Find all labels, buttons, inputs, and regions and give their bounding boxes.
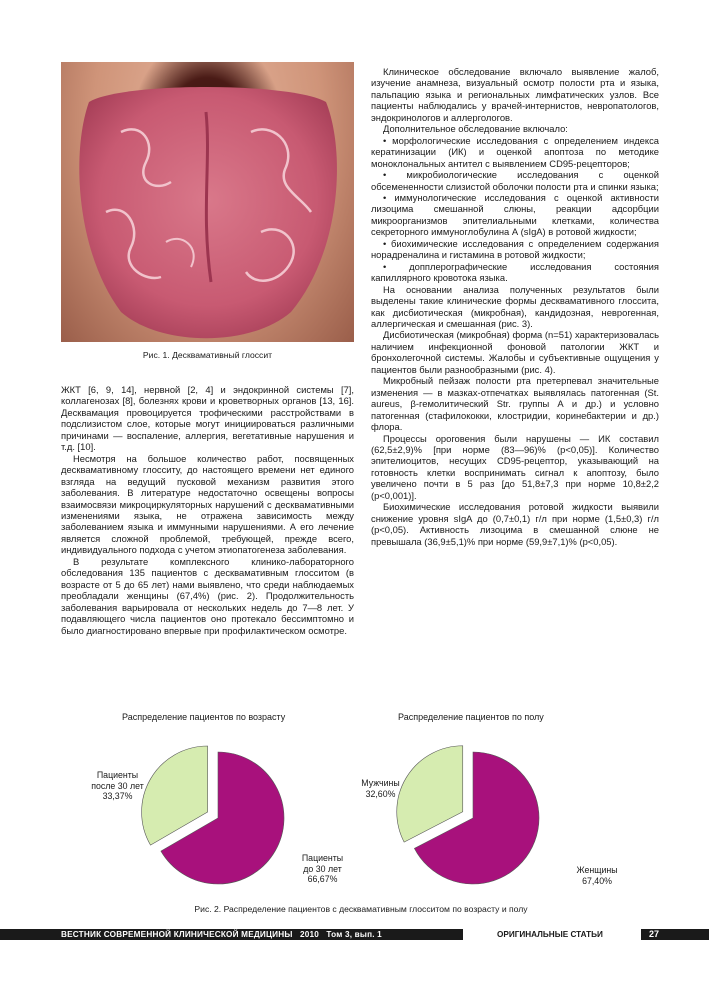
left-paragraph-2: Несмотря на большое количество работ, посвященных десквамативному глосситу, до настоящего времени нет единого взгляда на ведущий пусковой механизм развития этого заболевания. В литературе недостаточно освещены вопросы взаимосвязи микроциркуляторных нарушений с десквамативными изменениями языка, не отражена зависимость между заболеванием языка и иммунными нарушениями. А его лечение является сложной проблемой, требующей, прежде всего, индивидуального подхода с учетом этиопатогенеза заболевания. xyxy=(61,452,354,556)
right-paragraph-9: Дисбиотическая (микробная) форма (n=51) характеризовалась наличием инфекционной фоновой патологии ЖКТ и бронхолегочной системы. Жалобы и субъективные ощущения у пациентов были разнообразными (рис. 4). xyxy=(371,329,659,375)
right-paragraph-12: Биохимические исследования ротовой жидкости выявили снижение уровня sIgA до (0,7±0,1) г/л при норме (1,5±0,3) г/л (p<0,05). Активность лизоцима в смешанной слюне не превышала (36,9±5,1)% при норме (59,9±7,1)% (p<0,05). xyxy=(371,501,659,547)
right-paragraph-5: • иммунологические исследования с оценкой активности лизоцима смешанной слюны, реакции адсорбции микроорганизмов эпителиальными клетками, количества секреторного иммуноглобулина А (sIgA) в ротовой жидкости; xyxy=(371,191,659,238)
right-paragraph-8: На основании анализа полученных результатов были выделены такие клинические формы десквамативного глоссита, как дисбиотическая (микробная), кандидозная, неврогенная, аллергическая и смешанная (рис. 3). xyxy=(371,283,659,329)
sex-label-male: Мужчины 32,60% xyxy=(361,778,400,799)
sex-chart-title: Распределение пациентов по полу xyxy=(398,712,544,722)
section-name: ОРИГИНАЛЬНЫЕ СТАТЬИ xyxy=(497,930,603,939)
sex-label-female: Женщины 67,40% xyxy=(576,865,618,886)
right-paragraph-2: Дополнительное обследование включало: xyxy=(383,123,568,135)
figure1-caption: Рис. 1. Десквамативный глоссит xyxy=(142,350,273,360)
right-paragraph-1: Клиническое обследование включало выявление жалоб, изучение анамнеза, визуальный осмотр полости рта и языка, пальпацию языка и региональных лимфатических узлов. Все пациенты наблюдались у врачей-интернистов, невропатологов, эндокринологов и аллергологов. xyxy=(371,66,659,123)
right-paragraph-6: • биохимические исследования с определением содержания норадреналина и гистамина в ротовой жидкости; xyxy=(371,237,659,261)
left-paragraph-3: В результате комплексного клинико-лабораторного обследования 135 пациентов с десквамативным глосситом (в возрасте от 5 до 65 лет) нами выявлено, что среди наблюдаемых преобладали женщины (67,4%) (рис. 2). Продолжительность заболевания варьировала от нескольких недель до 7—8 лет. У подавляющего числа пациентов оно протекало бессимптомно и было диагностировано впервые при профилактическом осмотре. xyxy=(61,555,354,636)
left-paragraph-1: ЖКТ [6, 9, 14], нервной [2, 4] и эндокринной системы [7], коллагенозах [8], болезнях крови и кроветворных органов [13, 16]. Десквамация провоцируется трофическими расстройствами в подслизистом слое, которые могут инициироваться различными причинами — воспаление, аллергия, вегетативные нарушения и т.д. [10]. xyxy=(61,384,354,453)
right-column xyxy=(371,66,659,547)
page-number: 27 xyxy=(641,929,709,940)
age-label-under30: Пациенты до 30 лет 66,67% xyxy=(301,853,344,884)
left-column xyxy=(61,384,354,636)
age-chart-title: Распределение пациентов по возрасту xyxy=(122,712,286,722)
right-paragraph-4: • микробиологические исследования с оценкой обсемененности слизистой оболочки полости рта и спинки языка; xyxy=(371,169,659,192)
sex-pie-chart xyxy=(385,738,575,898)
journal-name: ВЕСТНИК СОВРЕМЕННОЙ КЛИНИЧЕСКОЙ МЕДИЦИНЫ 2010 Том 3, вып. 1 xyxy=(61,930,382,939)
right-paragraph-10: Микробный пейзаж полости рта претерпевал значительные изменения — в мазках-отпечатках выявлялась патогенная (St. aureus, β-гемолитический Str. группы А и др.) и условно патогенная (стафилококки, клостридии, коринебактерии и др.) флора. xyxy=(371,375,659,433)
age-label-over30: Пациенты после 30 лет 33,37% xyxy=(91,770,144,801)
right-paragraph-11: Процессы ороговения были нарушены — ИК составил (62,5±2,9)% [при норме (83—96)% (p<0,05)]. Количество эпителиоцитов, несущих CD95-рецептор, указывающий на готовность клетки воспринимать сигнал к апоптозу, было увеличено почти в 5 раз [до 51,8±7,3 при норме 10,8±2,2 (p<0,001)]. xyxy=(371,432,659,501)
right-paragraph-3: • морфологические исследования с определением индекса кератинизации (ИК) и оценкой апоптоза по методике моноклональных антител с выявлением CD95-рецепторов; xyxy=(371,134,659,169)
tongue-photo xyxy=(61,62,354,342)
figure2-caption: Рис. 2. Распределение пациентов с десквамативным глосситом по возрасту и полу xyxy=(194,904,528,914)
right-paragraph-7: • допплерографические исследования состояния капиллярного кровотока языка. xyxy=(371,260,659,284)
